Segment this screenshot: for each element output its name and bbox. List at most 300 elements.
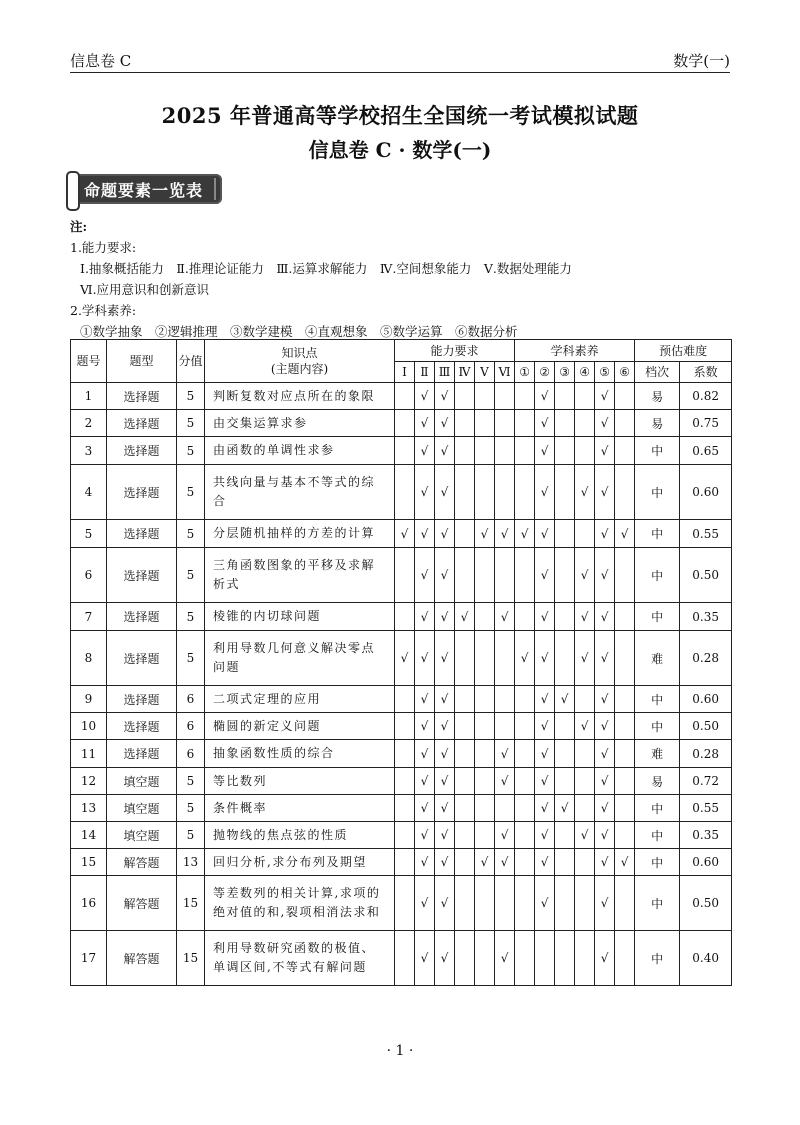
cell-literacy-check bbox=[615, 713, 635, 740]
cell-ability-check bbox=[495, 410, 515, 437]
cell-coef: 0.35 bbox=[680, 822, 732, 849]
header-score: 分值 bbox=[177, 340, 205, 383]
cell-literacy-check bbox=[515, 383, 535, 410]
literacy-title: 2.学科素养: bbox=[70, 303, 137, 318]
cell-literacy-check bbox=[615, 740, 635, 768]
cell-ability-check bbox=[495, 876, 515, 931]
cell-literacy-check bbox=[555, 437, 575, 465]
cell-ability-check: √ bbox=[435, 520, 455, 548]
cell-level: 中 bbox=[635, 437, 680, 465]
table-row bbox=[71, 876, 732, 931]
cell-ability-check bbox=[395, 931, 415, 986]
header-ability-col: Ⅱ bbox=[415, 362, 435, 383]
cell-ability-check: √ bbox=[435, 740, 455, 768]
cell-literacy-check: √ bbox=[575, 548, 595, 603]
cell-type: 选择题 bbox=[107, 631, 177, 686]
cell-ability-check: √ bbox=[415, 465, 435, 520]
table-row bbox=[71, 931, 732, 986]
cell-no: 2 bbox=[71, 410, 107, 437]
cell-ability-check bbox=[395, 383, 415, 410]
cell-ability-check bbox=[455, 768, 475, 795]
header-type: 题型 bbox=[107, 340, 177, 383]
cell-score: 6 bbox=[177, 713, 205, 740]
section-banner bbox=[70, 174, 222, 204]
cell-ability-check: √ bbox=[495, 603, 515, 631]
cell-coef: 0.28 bbox=[680, 740, 732, 768]
cell-ability-check bbox=[475, 795, 495, 822]
cell-no: 17 bbox=[71, 931, 107, 986]
cell-ability-check: √ bbox=[415, 603, 435, 631]
cell-ability-check: √ bbox=[415, 795, 435, 822]
cell-no: 5 bbox=[71, 520, 107, 548]
ability-line-2: Ⅵ.应用意识和创新意识 bbox=[80, 282, 210, 297]
cell-score: 15 bbox=[177, 876, 205, 931]
cell-ability-check: √ bbox=[415, 849, 435, 876]
cell-level: 易 bbox=[635, 383, 680, 410]
ability-title: 1.能力要求: bbox=[70, 240, 137, 255]
cell-no: 12 bbox=[71, 768, 107, 795]
cell-ability-check: √ bbox=[435, 603, 455, 631]
cell-no: 10 bbox=[71, 713, 107, 740]
cell-literacy-check bbox=[515, 931, 535, 986]
cell-ability-check: √ bbox=[435, 410, 455, 437]
cell-literacy-check: √ bbox=[615, 520, 635, 548]
literacy-line: ①数学抽象 ②逻辑推理 ③数学建模 ④直观想象 ⑤数学运算 ⑥数据分析 bbox=[80, 324, 518, 339]
cell-score: 13 bbox=[177, 849, 205, 876]
cell-literacy-check bbox=[575, 437, 595, 465]
cell-ability-check bbox=[455, 822, 475, 849]
cell-literacy-check bbox=[575, 795, 595, 822]
cell-literacy-check bbox=[615, 876, 635, 931]
cell-literacy-check bbox=[575, 931, 595, 986]
cell-literacy-check bbox=[555, 548, 575, 603]
cell-type: 选择题 bbox=[107, 713, 177, 740]
cell-literacy-check bbox=[555, 631, 575, 686]
cell-ability-check bbox=[495, 795, 515, 822]
cell-literacy-check bbox=[615, 383, 635, 410]
cell-no: 3 bbox=[71, 437, 107, 465]
cell-knowledge: 棱锥的内切球问题 bbox=[205, 603, 395, 631]
cell-literacy-check: √ bbox=[595, 740, 615, 768]
cell-ability-check bbox=[395, 740, 415, 768]
cell-no: 1 bbox=[71, 383, 107, 410]
cell-knowledge: 等差数列的相关计算,求项的绝对值的和,裂项相消法求和 bbox=[205, 876, 395, 931]
cell-score: 5 bbox=[177, 383, 205, 410]
cell-literacy-check: √ bbox=[575, 465, 595, 520]
header-knowledge bbox=[205, 340, 395, 383]
cell-ability-check: √ bbox=[495, 931, 515, 986]
cell-score: 5 bbox=[177, 437, 205, 465]
cell-ability-check bbox=[395, 603, 415, 631]
cell-ability-check: √ bbox=[435, 876, 455, 931]
cell-ability-check bbox=[475, 822, 495, 849]
cell-ability-check bbox=[395, 437, 415, 465]
cell-coef: 0.65 bbox=[680, 437, 732, 465]
cell-type: 选择题 bbox=[107, 686, 177, 713]
cell-literacy-check bbox=[515, 740, 535, 768]
header-knowledge-main: 知识点 bbox=[281, 346, 318, 360]
cell-ability-check bbox=[455, 849, 475, 876]
cell-level: 中 bbox=[635, 603, 680, 631]
cell-ability-check: √ bbox=[435, 931, 455, 986]
cell-literacy-check: √ bbox=[535, 437, 555, 465]
cell-ability-check bbox=[455, 876, 475, 931]
cell-ability-check bbox=[395, 768, 415, 795]
cell-level: 易 bbox=[635, 410, 680, 437]
cell-literacy-check bbox=[615, 603, 635, 631]
cell-type: 选择题 bbox=[107, 465, 177, 520]
cell-literacy-check bbox=[575, 849, 595, 876]
scroll-decoration-icon bbox=[66, 171, 80, 211]
cell-literacy-check: √ bbox=[535, 713, 555, 740]
cell-ability-check: √ bbox=[435, 437, 455, 465]
cell-ability-check: √ bbox=[495, 849, 515, 876]
cell-ability-check bbox=[455, 931, 475, 986]
cell-literacy-check: √ bbox=[575, 713, 595, 740]
cell-coef: 0.60 bbox=[680, 465, 732, 520]
cell-literacy-check: √ bbox=[595, 795, 615, 822]
cell-level: 难 bbox=[635, 740, 680, 768]
cell-ability-check: √ bbox=[435, 768, 455, 795]
cell-literacy-check: √ bbox=[535, 548, 555, 603]
cell-literacy-check: √ bbox=[535, 603, 555, 631]
cell-level: 中 bbox=[635, 465, 680, 520]
cell-ability-check: √ bbox=[435, 465, 455, 520]
cell-literacy-check: √ bbox=[515, 520, 535, 548]
cell-no: 6 bbox=[71, 548, 107, 603]
cell-ability-check bbox=[395, 410, 415, 437]
cell-score: 5 bbox=[177, 410, 205, 437]
cell-literacy-check bbox=[555, 383, 575, 410]
cell-ability-check bbox=[495, 713, 515, 740]
cell-literacy-check: √ bbox=[595, 931, 615, 986]
cell-ability-check: √ bbox=[435, 383, 455, 410]
cell-literacy-check bbox=[615, 822, 635, 849]
header-left-label: 信息卷 C bbox=[70, 52, 132, 70]
cell-knowledge: 椭圆的新定义问题 bbox=[205, 713, 395, 740]
header-literacy-col: ② bbox=[535, 362, 555, 383]
cell-literacy-check: √ bbox=[535, 822, 555, 849]
cell-type: 选择题 bbox=[107, 383, 177, 410]
cell-ability-check: √ bbox=[495, 822, 515, 849]
page-number: · 1 · bbox=[386, 1043, 414, 1059]
page-subtitle: 信息卷 C · 数学(一) bbox=[308, 138, 492, 162]
cell-ability-check: √ bbox=[435, 548, 455, 603]
cell-literacy-check bbox=[555, 822, 575, 849]
cell-ability-check bbox=[395, 876, 415, 931]
cell-ability-check bbox=[495, 465, 515, 520]
cell-literacy-check bbox=[515, 603, 535, 631]
cell-ability-check bbox=[495, 383, 515, 410]
cell-type: 解答题 bbox=[107, 876, 177, 931]
cell-ability-check bbox=[475, 631, 495, 686]
header-literacy-col: ⑥ bbox=[615, 362, 635, 383]
cell-literacy-check: √ bbox=[535, 686, 555, 713]
table-row bbox=[71, 822, 732, 849]
table-row bbox=[71, 437, 732, 465]
cell-type: 选择题 bbox=[107, 410, 177, 437]
cell-ability-check: √ bbox=[475, 849, 495, 876]
cell-ability-check: √ bbox=[495, 768, 515, 795]
cell-literacy-check bbox=[615, 437, 635, 465]
cell-literacy-check bbox=[575, 768, 595, 795]
cell-literacy-check bbox=[535, 931, 555, 986]
cell-literacy-check: √ bbox=[535, 795, 555, 822]
cell-score: 5 bbox=[177, 768, 205, 795]
cell-literacy-check: √ bbox=[595, 437, 615, 465]
cell-level: 易 bbox=[635, 768, 680, 795]
cell-knowledge: 判断复数对应点所在的象限 bbox=[205, 383, 395, 410]
cell-knowledge: 二项式定理的应用 bbox=[205, 686, 395, 713]
table-row bbox=[71, 603, 732, 631]
cell-coef: 0.28 bbox=[680, 631, 732, 686]
cell-knowledge: 抛物线的焦点弦的性质 bbox=[205, 822, 395, 849]
cell-literacy-check: √ bbox=[535, 740, 555, 768]
cell-ability-check bbox=[475, 383, 495, 410]
cell-ability-check bbox=[475, 713, 495, 740]
cell-literacy-check bbox=[555, 603, 575, 631]
cell-knowledge: 由函数的单调性求参 bbox=[205, 437, 395, 465]
cell-score: 6 bbox=[177, 740, 205, 768]
cell-literacy-check bbox=[615, 686, 635, 713]
scroll-end-decoration-icon bbox=[214, 178, 224, 200]
cell-literacy-check bbox=[515, 437, 535, 465]
cell-score: 5 bbox=[177, 465, 205, 520]
cell-literacy-check bbox=[515, 713, 535, 740]
cell-ability-check bbox=[395, 849, 415, 876]
table-row bbox=[71, 520, 732, 548]
cell-ability-check bbox=[495, 631, 515, 686]
cell-level: 难 bbox=[635, 631, 680, 686]
cell-literacy-check: √ bbox=[595, 768, 615, 795]
header-no: 题号 bbox=[71, 340, 107, 383]
cell-coef: 0.55 bbox=[680, 795, 732, 822]
cell-ability-check: √ bbox=[415, 548, 435, 603]
cell-ability-check bbox=[455, 686, 475, 713]
cell-literacy-check: √ bbox=[615, 849, 635, 876]
cell-literacy-check: √ bbox=[535, 520, 555, 548]
cell-ability-check: √ bbox=[415, 383, 435, 410]
cell-level: 中 bbox=[635, 713, 680, 740]
cell-level: 中 bbox=[635, 931, 680, 986]
cell-coef: 0.50 bbox=[680, 876, 732, 931]
cell-ability-check: √ bbox=[435, 849, 455, 876]
cell-literacy-check bbox=[575, 686, 595, 713]
cell-ability-check bbox=[455, 437, 475, 465]
cell-ability-check: √ bbox=[435, 822, 455, 849]
cell-ability-check bbox=[455, 713, 475, 740]
header-literacy-col: ⑤ bbox=[595, 362, 615, 383]
cell-knowledge: 利用导数几何意义解决零点问题 bbox=[205, 631, 395, 686]
header-ability-col: Ⅰ bbox=[395, 362, 415, 383]
cell-ability-check: √ bbox=[435, 795, 455, 822]
cell-literacy-check: √ bbox=[575, 822, 595, 849]
table-row bbox=[71, 849, 732, 876]
cell-ability-check: √ bbox=[495, 520, 515, 548]
cell-ability-check bbox=[495, 686, 515, 713]
cell-ability-check: √ bbox=[435, 686, 455, 713]
table-row bbox=[71, 713, 732, 740]
cell-type: 选择题 bbox=[107, 603, 177, 631]
cell-ability-check: √ bbox=[415, 410, 435, 437]
cell-literacy-check: √ bbox=[595, 631, 615, 686]
cell-literacy-check bbox=[615, 631, 635, 686]
notes-block bbox=[70, 216, 730, 342]
cell-ability-check bbox=[455, 520, 475, 548]
cell-literacy-check bbox=[555, 465, 575, 520]
cell-no: 16 bbox=[71, 876, 107, 931]
cell-literacy-check: √ bbox=[555, 686, 575, 713]
cell-literacy-check: √ bbox=[535, 768, 555, 795]
cell-type: 填空题 bbox=[107, 768, 177, 795]
cell-level: 中 bbox=[635, 795, 680, 822]
cell-literacy-check bbox=[575, 383, 595, 410]
cell-literacy-check bbox=[615, 768, 635, 795]
cell-ability-check bbox=[475, 740, 495, 768]
cell-ability-check bbox=[455, 631, 475, 686]
cell-ability-check bbox=[475, 548, 495, 603]
cell-no: 9 bbox=[71, 686, 107, 713]
cell-type: 解答题 bbox=[107, 849, 177, 876]
header-right-label: 数学(一) bbox=[673, 52, 730, 70]
cell-ability-check bbox=[395, 548, 415, 603]
ability-line-1: Ⅰ.抽象概括能力 Ⅱ.推理论证能力 Ⅲ.运算求解能力 Ⅳ.空间想象能力 Ⅴ.数据处理能力 bbox=[80, 261, 572, 276]
cell-literacy-check: √ bbox=[535, 410, 555, 437]
table-row bbox=[71, 383, 732, 410]
table-row bbox=[71, 740, 732, 768]
cell-knowledge: 条件概率 bbox=[205, 795, 395, 822]
cell-literacy-check bbox=[615, 548, 635, 603]
header-literacy: 学科素养 bbox=[515, 340, 635, 362]
table-row bbox=[71, 631, 732, 686]
cell-ability-check: √ bbox=[415, 740, 435, 768]
cell-ability-check bbox=[475, 876, 495, 931]
cell-literacy-check: √ bbox=[595, 876, 615, 931]
elements-table bbox=[70, 339, 732, 986]
cell-literacy-check: √ bbox=[575, 603, 595, 631]
cell-literacy-check: √ bbox=[535, 631, 555, 686]
table-row bbox=[71, 686, 732, 713]
cell-literacy-check bbox=[515, 876, 535, 931]
cell-ability-check bbox=[475, 437, 495, 465]
cell-coef: 0.55 bbox=[680, 520, 732, 548]
section-banner-label: 命题要素一览表 bbox=[84, 181, 204, 200]
notes-label: 注: bbox=[70, 219, 88, 234]
cell-ability-check: √ bbox=[415, 631, 435, 686]
cell-ability-check bbox=[455, 740, 475, 768]
cell-coef: 0.35 bbox=[680, 603, 732, 631]
cell-ability-check bbox=[455, 465, 475, 520]
header-ability-col: Ⅴ bbox=[475, 362, 495, 383]
cell-knowledge: 三角函数图象的平移及求解析式 bbox=[205, 548, 395, 603]
cell-coef: 0.72 bbox=[680, 768, 732, 795]
cell-literacy-check bbox=[575, 520, 595, 548]
cell-no: 14 bbox=[71, 822, 107, 849]
cell-no: 11 bbox=[71, 740, 107, 768]
cell-literacy-check bbox=[555, 740, 575, 768]
cell-literacy-check: √ bbox=[595, 383, 615, 410]
cell-ability-check: √ bbox=[495, 740, 515, 768]
cell-literacy-check bbox=[555, 520, 575, 548]
cell-literacy-check: √ bbox=[515, 631, 535, 686]
cell-level: 中 bbox=[635, 686, 680, 713]
cell-type: 选择题 bbox=[107, 437, 177, 465]
page-header bbox=[70, 46, 730, 73]
cell-level: 中 bbox=[635, 849, 680, 876]
cell-literacy-check bbox=[575, 876, 595, 931]
cell-no: 4 bbox=[71, 465, 107, 520]
cell-coef: 0.50 bbox=[680, 713, 732, 740]
cell-ability-check: √ bbox=[395, 631, 415, 686]
cell-knowledge: 回归分析,求分布列及期望 bbox=[205, 849, 395, 876]
table-row bbox=[71, 795, 732, 822]
cell-knowledge: 抽象函数性质的综合 bbox=[205, 740, 395, 768]
cell-literacy-check bbox=[555, 713, 575, 740]
header-ability-col: Ⅲ bbox=[435, 362, 455, 383]
cell-ability-check bbox=[475, 410, 495, 437]
cell-ability-check bbox=[395, 713, 415, 740]
cell-ability-check: √ bbox=[415, 768, 435, 795]
cell-level: 中 bbox=[635, 520, 680, 548]
page-title: 2025 年普通高等学校招生全国统一考试模拟试题 bbox=[161, 103, 639, 128]
cell-ability-check: √ bbox=[415, 686, 435, 713]
cell-coef: 0.40 bbox=[680, 931, 732, 986]
cell-score: 5 bbox=[177, 548, 205, 603]
cell-ability-check: √ bbox=[415, 876, 435, 931]
header-ability: 能力要求 bbox=[395, 340, 515, 362]
cell-ability-check bbox=[395, 795, 415, 822]
cell-type: 选择题 bbox=[107, 548, 177, 603]
cell-ability-check bbox=[455, 383, 475, 410]
cell-literacy-check bbox=[615, 795, 635, 822]
cell-score: 5 bbox=[177, 822, 205, 849]
cell-literacy-check bbox=[515, 795, 535, 822]
table-row bbox=[71, 768, 732, 795]
cell-literacy-check: √ bbox=[595, 849, 615, 876]
cell-no: 13 bbox=[71, 795, 107, 822]
cell-literacy-check bbox=[515, 686, 535, 713]
cell-literacy-check: √ bbox=[535, 383, 555, 410]
cell-literacy-check: √ bbox=[595, 603, 615, 631]
cell-no: 7 bbox=[71, 603, 107, 631]
header-ability-col: Ⅵ bbox=[495, 362, 515, 383]
cell-ability-check bbox=[475, 931, 495, 986]
header-coef: 系数 bbox=[680, 362, 732, 383]
cell-literacy-check: √ bbox=[595, 465, 615, 520]
cell-type: 解答题 bbox=[107, 931, 177, 986]
cell-score: 15 bbox=[177, 931, 205, 986]
header-level: 档次 bbox=[635, 362, 680, 383]
cell-literacy-check: √ bbox=[595, 520, 615, 548]
cell-ability-check bbox=[475, 768, 495, 795]
header-literacy-col: ① bbox=[515, 362, 535, 383]
cell-literacy-check bbox=[515, 465, 535, 520]
cell-score: 5 bbox=[177, 631, 205, 686]
cell-ability-check: √ bbox=[415, 437, 435, 465]
cell-knowledge: 等比数列 bbox=[205, 768, 395, 795]
cell-literacy-check bbox=[555, 410, 575, 437]
cell-literacy-check bbox=[615, 931, 635, 986]
cell-coef: 0.50 bbox=[680, 548, 732, 603]
cell-literacy-check bbox=[575, 740, 595, 768]
cell-ability-check: √ bbox=[455, 603, 475, 631]
cell-ability-check: √ bbox=[435, 713, 455, 740]
cell-ability-check bbox=[455, 410, 475, 437]
cell-knowledge: 由交集运算求参 bbox=[205, 410, 395, 437]
cell-literacy-check bbox=[555, 876, 575, 931]
cell-literacy-check: √ bbox=[555, 795, 575, 822]
table-row bbox=[71, 465, 732, 520]
